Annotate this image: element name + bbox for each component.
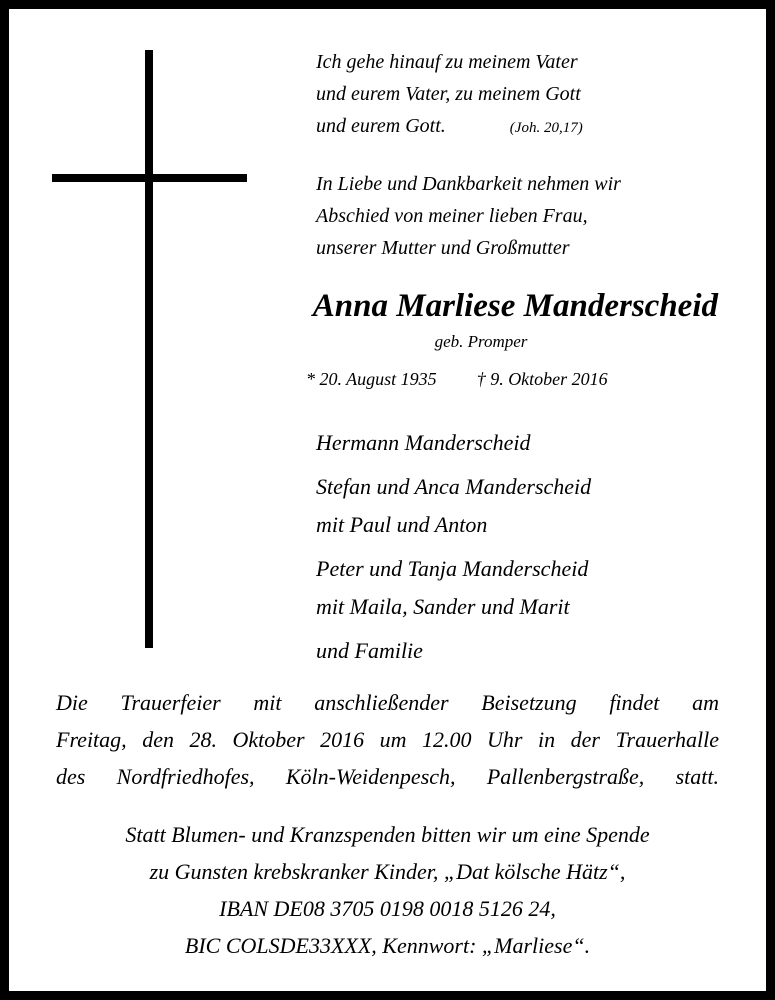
- donation-line: zu Gunsten krebskranker Kinder, „Dat kölsche Hätz“,: [149, 859, 626, 884]
- verse-line: Ich gehe hinauf zu meinem Vater: [316, 51, 578, 73]
- cross-horizontal-beam: [52, 174, 247, 182]
- verse-line: und eurem Vater, zu meinem Gott: [316, 83, 581, 105]
- life-dates: [306, 366, 686, 392]
- ceremony-line: Freitag, den 28. Oktober 2016 um 12.00 Uhr in der Trauerhalle: [56, 727, 719, 752]
- death-date: † 9. Oktober 2016: [476, 369, 608, 389]
- cross-vertical-beam: [145, 50, 153, 648]
- intro-line: unserer Mutter und Großmutter: [316, 237, 570, 259]
- mourner-line: Hermann Manderscheid: [316, 430, 531, 455]
- mourner-line: mit Paul und Anton: [316, 512, 488, 537]
- maiden-name: geb. Promper: [434, 332, 528, 351]
- birth-date: * 20. August 1935: [306, 369, 437, 389]
- funeral-ceremony-text: [56, 684, 719, 795]
- mourners-list: [316, 424, 736, 676]
- verse-line: [316, 110, 716, 144]
- verse-reference: (Joh. 20,17): [509, 120, 583, 136]
- ceremony-line: des Nordfriedhofes, Köln-Weidenpesch, Pallenbergstraße, statt.: [56, 764, 719, 789]
- donation-bic: BIC COLSDE33XXX, Kennwort: „Marliese“.: [184, 933, 591, 958]
- donation-line: Statt Blumen- und Kranzspenden bitten wir um eine Spende: [125, 822, 650, 847]
- mourner-group: [316, 424, 736, 462]
- donation-request: [30, 816, 745, 964]
- verse-line-text: und eurem Gott.: [316, 115, 446, 137]
- ceremony-line: Die Trauerfeier mit anschließender Beisetzung findet am: [56, 690, 719, 715]
- mourner-group: [316, 632, 736, 670]
- mourner-line: und Familie: [316, 638, 423, 663]
- bible-verse: [316, 46, 716, 144]
- mourner-group: [316, 468, 736, 544]
- mourner-group: [316, 550, 736, 626]
- mourner-line: Stefan und Anca Manderscheid: [316, 474, 592, 499]
- mourner-line: Peter und Tanja Manderscheid: [316, 556, 589, 581]
- intro-line: Abschied von meiner lieben Frau,: [316, 205, 588, 227]
- intro-line: In Liebe und Dankbarkeit nehmen wir: [316, 173, 621, 195]
- intro-text: [316, 168, 736, 264]
- mourner-line: mit Maila, Sander und Marit: [316, 594, 570, 619]
- donation-iban: IBAN DE08 3705 0198 0018 5126 24,: [219, 896, 556, 921]
- deceased-name: Anna Marliese Manderscheid: [312, 288, 718, 324]
